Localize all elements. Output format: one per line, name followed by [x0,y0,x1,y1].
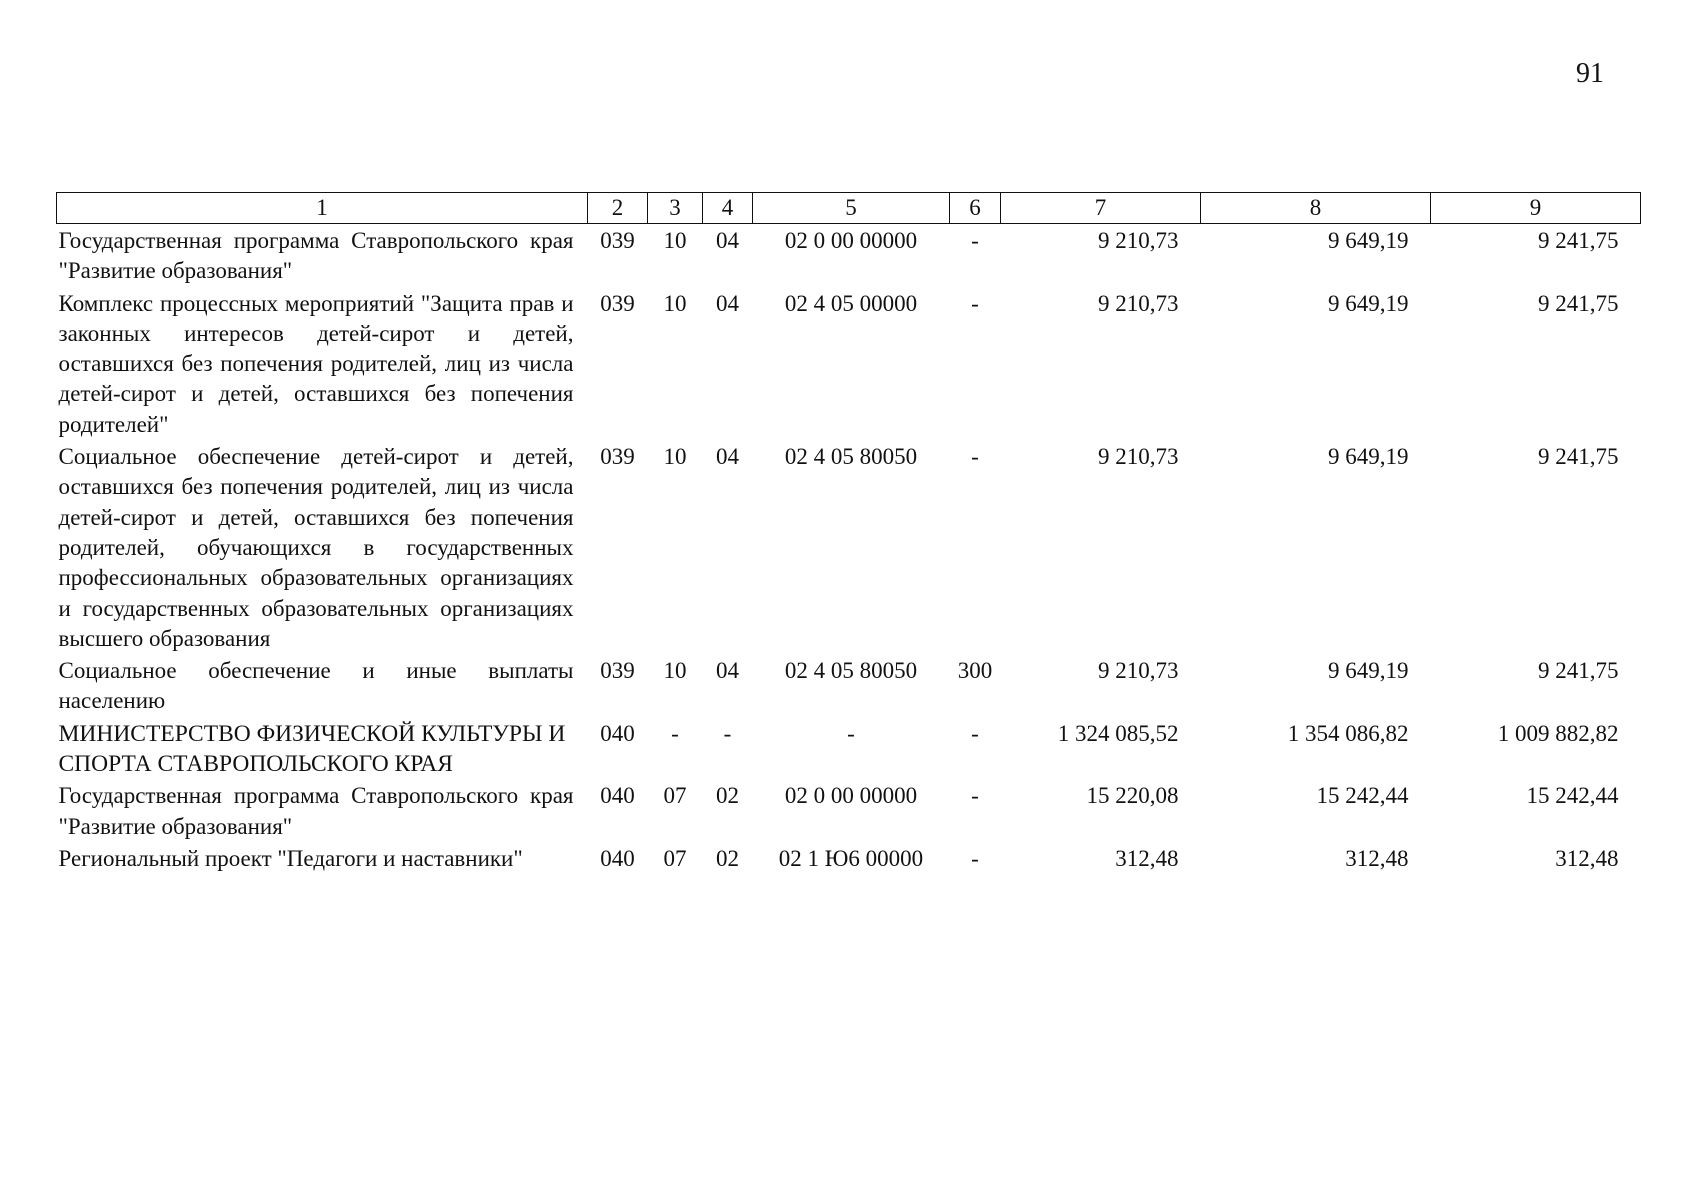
col-header-7: 7 [1001,193,1201,224]
row-subsection: 04 [716,290,739,316]
row-target-item: 02 4 05 80050 [784,658,918,684]
col-header-9: 9 [1431,193,1641,224]
row-target-item: 02 4 05 80050 [784,444,918,470]
col-header-4: 4 [703,193,753,224]
table-row [57,779,1641,842]
row-amount-9: 312,48 [1555,845,1619,871]
row-subsection: - [723,720,732,746]
table-row [57,842,1641,874]
row-code: 039 [600,658,635,684]
row-name: Социальное обеспечение и иные выплаты населению [58,658,574,714]
row-amount-9: 1 009 882,82 [1497,720,1619,746]
row-code: 039 [600,290,635,316]
row-section: - [671,720,679,746]
row-target-item: - [847,720,855,746]
row-amount-8: 312,48 [1345,845,1409,871]
row-expense-type: 300 [957,658,993,684]
row-amount-8: 1 354 086,82 [1287,720,1409,746]
col-header-6: 6 [950,193,1001,224]
row-expense-type: - [971,845,979,871]
row-amount-9: 9 241,75 [1538,658,1619,684]
row-name: Социальное обеспечение детей-сирот и детей, оставшихся без попечения родителей, лиц из числа детей-сирот и детей, оставшихся без попечения родителей, обучающихся в государственных профессиональных образовательных организациях и государственных образовательных организациях высшего образования [58,444,574,651]
header-row [57,193,1641,224]
row-section: 07 [663,845,687,871]
table-row [57,287,1641,440]
row-name: Комплекс процессных мероприятий "Защита прав и законных интересов детей-сирот и детей, оставшихся без попечения родителей, лиц из числа детей-сирот и детей, оставшихся без попечения родителей" [58,290,574,437]
row-code: 040 [600,720,635,746]
row-amount-7: 9 210,73 [1098,290,1179,316]
row-subsection: 04 [716,228,739,253]
col-header-3: 3 [648,193,703,224]
row-amount-9: 9 241,75 [1538,228,1619,253]
row-amount-9: 9 241,75 [1538,290,1619,316]
row-target-item: 02 1 Ю6 00000 [778,845,924,871]
col-header-8: 8 [1201,193,1431,224]
row-subsection: 04 [716,444,739,470]
row-amount-9: 9 241,75 [1538,444,1619,470]
col-header-2: 2 [588,193,648,224]
row-name: Государственная программа Ставропольского края "Развитие образования" [58,228,574,284]
row-amount-8: 9 649,19 [1328,658,1409,684]
row-amount-7: 312,48 [1115,845,1179,871]
row-expense-type: - [971,444,979,470]
col-header-1: 1 [57,193,588,224]
row-section: 10 [663,290,687,316]
row-code: 040 [600,783,635,809]
row-amount-7: 15 220,08 [1086,783,1179,809]
col-header-5: 5 [753,193,950,224]
row-expense-type: - [971,783,979,809]
row-code: 039 [600,444,635,470]
row-amount-8: 9 649,19 [1328,228,1409,253]
row-expense-type: - [971,720,979,746]
row-amount-7: 9 210,73 [1098,444,1179,470]
row-amount-8: 15 242,44 [1316,783,1409,809]
row-name: МИНИСТЕРСТВО ФИЗИЧЕСКОЙ КУЛЬТУРЫ И СПОРТА СТАВРОПОЛЬСКОГО КРАЯ [58,720,566,778]
row-expense-type: - [971,228,979,253]
row-code: 040 [600,845,635,871]
row-section: 10 [663,658,687,684]
row-section: 10 [663,444,687,470]
row-expense-type: - [971,290,979,316]
row-code: 039 [600,228,635,253]
table-row [57,440,1641,654]
row-amount-8: 9 649,19 [1328,290,1409,316]
page-number: 91 [1576,58,1604,89]
row-subsection: 02 [716,845,739,871]
row-amount-8: 9 649,19 [1328,444,1409,470]
table-row [57,224,1641,287]
row-target-item: 02 4 05 00000 [784,290,918,316]
budget-table [56,192,1641,874]
row-target-item: 02 0 00 00000 [784,783,918,809]
row-section: 07 [663,783,687,809]
row-name: Региональный проект "Педагоги и наставники" [58,845,523,871]
row-amount-7: 1 324 085,52 [1057,720,1179,746]
row-target-item: 02 0 00 00000 [784,228,918,253]
row-subsection: 02 [716,783,739,809]
row-section: 10 [663,228,687,253]
table-row [57,717,1641,780]
row-amount-7: 9 210,73 [1098,658,1179,684]
row-subsection: 04 [716,658,739,684]
row-amount-9: 15 242,44 [1526,783,1619,809]
row-name: Государственная программа Ставропольского края "Развитие образования" [58,783,574,839]
table-row [57,654,1641,717]
row-amount-7: 9 210,73 [1098,228,1179,253]
